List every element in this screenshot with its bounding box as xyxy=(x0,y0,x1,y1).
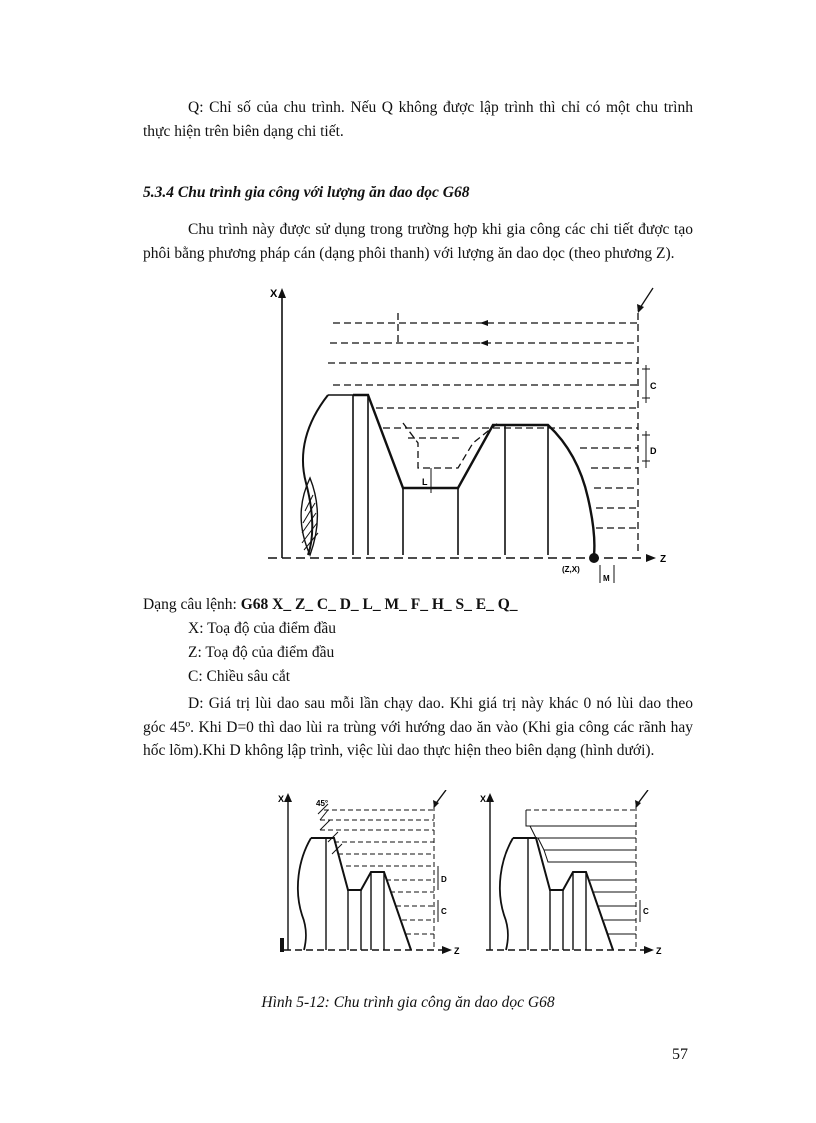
main-l-label: L xyxy=(422,477,428,487)
syntax-label: Dạng câu lệnh: xyxy=(143,596,237,613)
syntax-line xyxy=(143,596,518,614)
right-z-axis-label: Z xyxy=(656,946,662,956)
left-d-label: D xyxy=(441,875,447,884)
x-axis-arrow xyxy=(278,288,286,298)
start-point xyxy=(589,553,599,563)
right-c-label: C xyxy=(643,907,649,916)
figure-caption: Hình 5-12: Chu trình gia công ăn dao dọc G68 xyxy=(261,994,555,1011)
main-d-label: D xyxy=(650,446,657,456)
main-x-axis-label: X xyxy=(270,288,278,300)
left-x-axis-label: X xyxy=(278,794,285,804)
param-z: Z: Toạ độ của điểm đầu xyxy=(188,644,335,661)
param-c: C: Chiều sâu cắt xyxy=(188,668,291,685)
right-x-axis-label: X xyxy=(480,794,487,804)
page-number: 57 xyxy=(672,1046,688,1063)
small-figure-left xyxy=(276,790,466,960)
main-m-label: M xyxy=(603,574,610,583)
small-figure-right xyxy=(478,790,668,960)
param-d: D: Giá trị lùi dao sau mỗi lần chạy dao. Khi giá trị này khác 0 nó lùi dao theo góc 45º. Khi D=0 thì dao lùi ra trùng với hướng dao ăn vào (Khi gia công các rãnh hay hốc lõm).Khi D không lập trình, việc lùi dao thực hiện theo biên dạng (hình dưới). xyxy=(143,695,693,759)
main-zx-label: (Z,X) xyxy=(562,565,580,574)
left-z-axis-label: Z xyxy=(454,946,460,956)
main-z-axis-label: Z xyxy=(660,554,667,565)
section-heading: 5.3.4 Chu trình gia công với lượng ăn dao dọc G68 xyxy=(143,184,470,201)
left-angle-label: 45° xyxy=(316,799,329,808)
param-x: X: Toạ độ của điểm đầu xyxy=(188,620,336,637)
intro-paragraph: Q: Chỉ số của chu trình. Nếu Q không được lập trình thì chỉ có một chu trình thực hiện trên biên dạng chi tiết. xyxy=(143,99,693,140)
section-description: Chu trình này được sử dụng trong trường hợp khi gia công các chi tiết được tạo phôi bằng phương pháp cán (dạng phôi thanh) với lượng ăn dao dọc (theo phương Z). xyxy=(143,221,693,262)
left-c-label: C xyxy=(441,907,447,916)
main-figure xyxy=(258,283,668,588)
main-c-label: C xyxy=(650,381,657,391)
z-axis-arrow xyxy=(646,554,656,562)
syntax-code: G68 X_ Z_ C_ D_ L_ M_ F_ H_ S_ E_ Q_ xyxy=(240,596,518,613)
